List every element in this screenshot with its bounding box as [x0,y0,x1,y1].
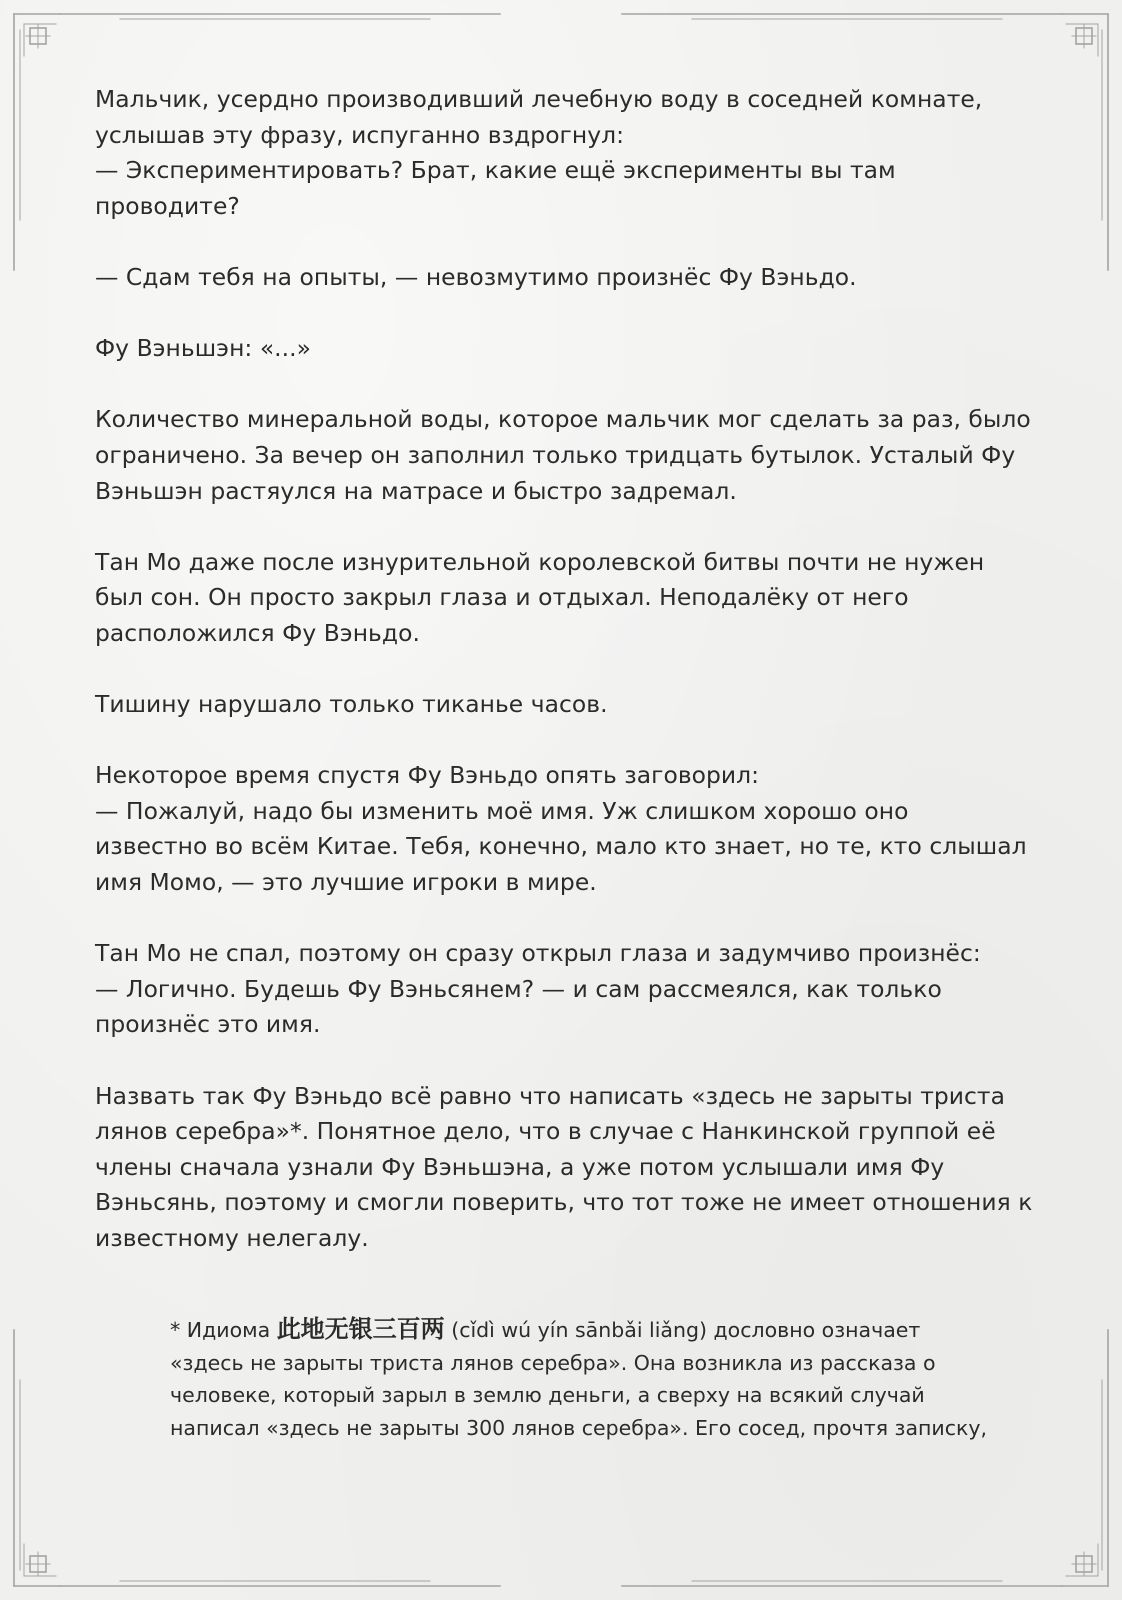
text-line: Вэньшэн растяулся на матрасе и быстро задремал. [95,476,737,505]
text-line: Мальчик, усердно производивший лечебную воду в соседней комнате, [95,85,983,113]
text-line: Тишину нарушало только тиканье часов. [95,690,608,719]
paragraph [95,545,1035,652]
text-line: — Пожалуй, надо бы изменить моё имя. Уж слишком хорошо оно [95,796,909,825]
text-line: был сон. Он просто закрыл глаза и отдыхал. Неподалёку от него [95,583,909,612]
paragraph [95,402,1035,509]
text-line: Тан Мо даже после изнурительной королевской битвы почти не нужен [95,547,985,576]
text-line: услышав эту фразу, испуганно вздрогнул: [95,120,625,149]
text-line: известно во всём Китае. Тебя, конечно, мало кто знает, но те, кто слышал [95,832,1027,861]
footnote-line: написал «здесь не зарыты 300 лянов серебра». Его сосед, прочтя записку, [170,1415,988,1440]
text-line: Вэньсянь, поэтому и смогли поверить, что тот тоже не имеет отношения к [95,1188,1033,1217]
paragraph [95,82,1035,224]
text-line: — Экспериментировать? Брат, какие ещё эксперименты вы там [95,156,896,185]
chinese-idiom: 此地无银三百两 [276,1315,445,1343]
text-line: члены сначала узнали Фу Вэньшэна, а уже потом услышали имя Фу [95,1152,945,1181]
text-line: Количество минеральной воды, которое мальчик мог сделать за раз, было [95,405,1031,434]
text-line: Фу Вэньшэн: «...» [95,334,312,363]
text-line: лянов серебра»*. Понятное дело, что в случае с Нанкинской группой её [95,1117,996,1146]
paragraph [95,1079,1035,1257]
text-line: имя Момо, — это лучшие игроки в мире. [95,868,597,897]
text-line: Назвать так Фу Вэньдо всё равно что написать «здесь не зарыты триста [95,1081,1005,1110]
text-line: — Сдам тебя на опыты, — невозмутимо произнёс Фу Вэньдо. [95,262,857,291]
footnote-line: человеке, который зарыл в землю деньги, а сверху на всякий случай [170,1383,925,1407]
text-line: произнёс это имя. [95,1010,321,1039]
text-line: проводите? [95,191,240,220]
footnote-line: «здесь не зарыты триста лянов серебра». Она возникла из рассказа о [170,1350,936,1375]
paragraph [95,758,1035,900]
text-line: Некоторое время спустя Фу Вэньдо опять заговорил: [95,761,760,790]
paragraph [95,331,1035,367]
text-line: ограничено. За вечер он заполнил только тридцать бутылок. Усталый Фу [95,440,1016,469]
paragraph [95,260,1035,296]
paragraph [95,687,1035,723]
text-line: — Логично. Будешь Фу Вэньсянем? — и сам рассмеялся, как только [95,974,942,1003]
main-text [95,82,1035,1292]
footnote-line [170,1313,1020,1347]
text-line: известному нелегалу. [95,1224,369,1252]
text-line: расположился Фу Вэньдо. [95,618,420,647]
text-line: Тан Мо не спал, поэтому он сразу открыл глаза и задумчиво произнёс: [95,939,981,968]
footnote-suffix: (cǐdì wú yín sānbǎi liǎng) дословно означает [444,1318,921,1342]
footnote [170,1313,1020,1444]
paragraph [95,936,1035,1043]
footnote-prefix: * Идиома [170,1318,277,1342]
